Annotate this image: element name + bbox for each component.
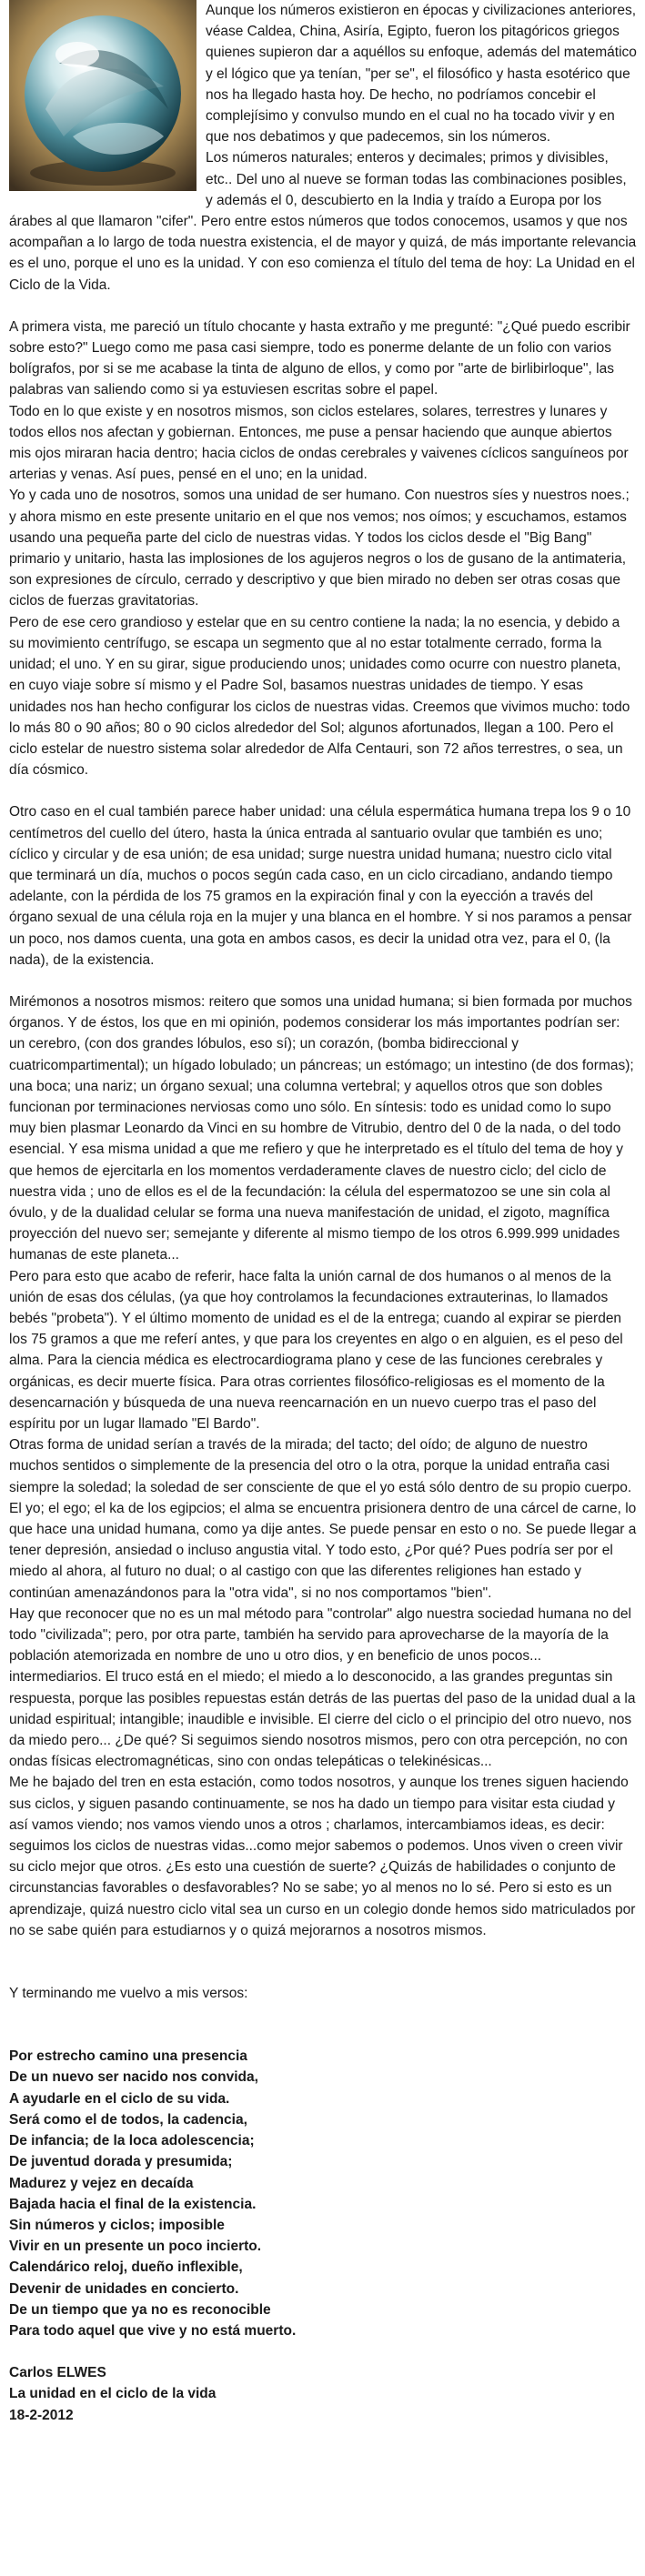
body-paragraph: A primera vista, me pareció un título chocante y hasta extraño y me pregunté: "¿Qué puedo escribir sobre esto?" Luego como me pasa casi siempre, todo es ponerme delante de un folio con varios bolígrafos, por si se me acabase la tinta de alguno de ellos, y como por "arte de birlibirloque", las palabras van saliendo como si ya estuviesen escritas sobre el papel.	[9, 318, 630, 398]
body-paragraph: Pero de ese cero grandioso y estelar que en su centro contiene la nada; la no esencia, y debido a su movimiento centrífugo, se escapa un segmento que al no estar totalmente cerrado, forma la unidad; el uno. Y en su girar, sigue produciendo unos; unidades como ocurre con nuestro planeta, en cuyo viaje sobre sí mismo y el Padre Sol, basamos nuestras unidades de tiempo. Y esas unidades nos han hecho configurar los ciclos de nuestras vidas. Creemos que vivimos mucho: todo lo más 80 o 90 años; 80 o 90 ciclos alrededor del Sol; algunos afortunados, llegan a 100. Pero el ciclo estelar de nuestro sistema solar alrededor de Alfa Centauri, son 72 años terrestres, o sea, un día cósmico.	[9, 614, 630, 779]
poem-line: A ayudarle en el ciclo de su vida.	[9, 2090, 230, 2107]
body-paragraph: Me he bajado del tren en esta estación, como todos nosotros, y aunque los trenes siguen haciendo sus ciclos, y siguen pasando continuamente, se nos ha dado un tiempo para visitar esta ciudad y así vamos viendo; nos vamos viendo unos a otros ; charlamos, intercambiamos ideas, es decir: seguimos los ciclos de nuestras vidas...como mejor sabemos o podemos. Unos viven o creen vivir su ciclo mejor que otros. ¿Es esto una cuestión de suerte? ¿Quizás de habilidades o conjunto de circunstancias favorables o desfavorables? No se sabe; yo al menos no lo sé. Pero si esto es un aprendizaje, quizá nuestro ciclo vital sea un curso en un colegio donde hemos sido matriculados por no se sabe quién para estudiarnos y o quizá mejorarnos a nosotros mismos.	[9, 1775, 636, 1938]
poem-line: De infancia; de la loca adolescencia;	[9, 2133, 255, 2149]
signature	[9, 2362, 637, 2426]
poem-line: Calendárico reloj, dueño inflexible,	[9, 2259, 243, 2276]
signature-title: La unidad en el ciclo de la vida	[9, 2386, 217, 2402]
body-paragraph: Pero para esto que acabo de referir, hace falta la unión carnal de dos humanos o al menos de la unión de esas dos células, (ya que hoy controlamos la fecundaciones extrauterinas, lo llamados bebés "probeta"). Y el último momento de unidad es el de la entrega; cuando al expirar se pierden los 75 gramos a que me referí antes, y que para los creyentes en algo o en alguien, es el peso del alma. Para la ciencia médica es electrocardiograma plano y cese de las funciones cerebrales y orgánicas, es decir muerte física. Para otras corrientes filosófico-religiosas es el momento de la desencarnación y búsqueda de una nueva reencarnación en un nuevo cuerpo tras el paso del espíritu por un lugar llamado "El Bardo".	[9, 1268, 623, 1432]
author-name: Carlos ELWES	[9, 2365, 106, 2381]
closing-line: Y terminando me vuelvo a mis versos:	[9, 1986, 248, 2002]
poem-line: Por estrecho camino una presencia	[9, 2048, 247, 2065]
body-paragraph: Mirémonos a nosotros mismos: reitero que somos una unidad humana; si bien formada por muchos órganos. Y de éstos, los que en mi opinión, podemos considerar los más importantes podrían ser: un cerebro, (con dos grandes lóbulos, eso sí); un corazón, (bomba bidireccional y cuatricompartimental); un hígado lobulado; un páncreas; un estómago; un intestino (de dos formas); una boca; una nariz; un órgano sexual; una columna vertebral; y aquellos otros que son dobles funcionan por terminaciones nerviosas como uno sólo. En síntesis: todo es unidad como lo supo muy bien plasmar Leonardo da Vinci en su hombre de Vitrubio, dentro del 0 de la nada, o del todo esencial. Y esa misma unidad a que me refiero y que he interpretado es el título del tema de hoy y que hemos de ejercitarla en los momentos verdaderamente claves de nuestro ciclo; del ciclo de nuestra vida ; uno de ellos es el de la fecundación: la célula del espermatozoo se une sin cola al óvulo, y de la dualidad celular se forma una nueva manifestación de unidad, el zigoto, magnífica proyección del nuevo ser; semejante y diferente al mismo tiempo de los otros 6.999.999 unidades humanas de este planeta...	[9, 993, 634, 1263]
marble-icon	[9, 0, 197, 191]
signature-date: 18-2-2012	[9, 2407, 74, 2423]
poem-line: De juventud dorada y presumida;	[9, 2154, 233, 2170]
poem-line: Vivir en un presente un poco incierto.	[9, 2239, 262, 2255]
poem-line: Madurez y vejez en decaída	[9, 2175, 194, 2191]
poem-line: Sin números y ciclos; imposible	[9, 2217, 225, 2233]
intro-paragraph: Aunque los números existieron en épocas y civilizaciones anteriores, véase Caldea, China, Asiría, Egipto, fueron los pitagóricos griegos quienes supieron dar a aquéllos su enfoque, además del matemático y el lógico que ya tenían, "per se", el filosófico y hasta esotérico que nos ha llegado hasta hoy. De hecho, no podríamos concebir el complejísimo y convulso mundo en el cual no ha tocado vivir y en que nos debatimos y que padecemos, sin los números.	[206, 3, 637, 146]
poem-line: De un nuevo ser nacido nos convida,	[9, 2069, 258, 2086]
article	[9, 0, 637, 2426]
poem-line: Bajada hacia el final de la existencia.	[9, 2196, 257, 2212]
poem-line: Para todo aquel que vive y no está muerto.	[9, 2322, 297, 2339]
marble-sphere-image	[9, 0, 197, 191]
body-paragraph: Otras forma de unidad serían a través de la mirada; del tacto; del oído; de alguno de nuestro muchos sentidos o simplemente de la presencia del otro o la otra, porque la unidad entraña casi siempre la soledad; la soledad de ser consciente de que el yo está sólo dentro de su propio cuerpo. El yo; el ego; el ka de los egipcios; el alma se encuentra prisionera dentro de una cárcel de carne, lo que hace una unidad humana, como ya dije antes. Se puede pensar en esto o no. Se puede llegar a tener depresión, ansiedad o incluso angustia vital. Y todo esto, ¿Por qué? Pues podría ser por el miedo al ahora, al futuro no dual; o al castigo con que las diferentes religiones han estado y continúan amenazándonos para la "otra vida", si no nos comportamos "bien".	[9, 1437, 637, 1601]
body-paragraph: Yo y cada uno de nosotros, somos una unidad de ser humano. Con nuestros síes y nuestros noes.; y ahora mismo en este presente unitario en el que nos vemos; nos oímos; y escuchamos, estamos usando una pequeña parte del ciclo de nuestras vidas. Y todos los ciclos desde el "Big Bang" primario y unitario, hasta las implosiones de los agujeros negros o los de gusano de la antimateria, son expresiones de círculo, cerrado y descriptivo y que bien mirado no deben ser otras cosas que ciclos de fuerzas gravitatorias.	[9, 488, 630, 609]
poem	[9, 2046, 637, 2341]
intro-paragraph: Los números naturales; enteros y decimales; primos y divisibles, etc.. Del uno al nueve se forman todas las combinaciones posibles, y además el 0, descubierto en la India y traído a Europa por los árabes al que llamaron "cifer". Pero entre estos números que todos conocemos, usamos y que nos acompañan a lo largo de toda nuestra existencia, el de mayor y quizá, de más importante relevancia es el uno, porque el uno es la unidad. Y con eso comienza el título del tema de hoy: La Unidad en el Ciclo de la Vida.	[9, 150, 637, 293]
poem-line: Será como el de todos, la cadencia,	[9, 2111, 247, 2128]
body-paragraph: Otro caso en el cual también parece haber unidad: una célula espermática humana trepa los 9 o 10 centímetros del cuello del útero, hasta la única entrada al santuario ovular que también es uno; cíclico y circular y de esa unión; de esa unidad; surge nuestra unidad humana; nuestro ciclo vital que terminará un día, muchos o pocos según cada caso, en un ciclo circadiano, andando tiempo adelante, con la pérdida de los 75 gramos en la expiración final y con la eyección a través del órgano sexual de una célula roja en la mujer y una blanca en el hombre. Y si nos paramos a pensar un poco, nos damos cuenta, una gota en ambos casos, es decir la unidad otra vez, para el 0, (la nada), de la existencia.	[9, 804, 632, 968]
poem-line: Devenir de unidades en concierto.	[9, 2280, 239, 2297]
poem-line: De un tiempo que ya no es reconocible	[9, 2301, 271, 2318]
body-paragraph: Hay que reconocer que no es un mal método para "controlar" algo nuestra sociedad humana no del todo "civilizada"; pero, por otra parte, también ha servido para aprovecharse de la mayoría de la población atemorizada en nombre de uno u otro dios, y en beneficio de unos pocos... intermediarios. El truco está en el miedo; el miedo a lo desconocido, a las grandes preguntas sin respuesta, porque las posibles repuestas están detrás de las puertas del paso de la unidad dual a la unidad espiritual; intangible; inaudible e invisible. El cierre del ciclo o el principio del otro nuevo, nos da miedo pero... ¿De qué? Si seguimos siendo nosotros mismos, pero con otra percepción, no con ondas físicas electromagnéticas, sino con ondas telepáticas o telekinésicas...	[9, 1605, 636, 1770]
body-paragraph: Todo en lo que existe y en nosotros mismos, son ciclos estelares, solares, terrestres y lunares y todos ellos nos afectan y gobiernan. Entonces, me puse a pensar haciendo que aunque abiertos mis ojos miraran hacia dentro; hacia ciclos de ondas cerebrales y vaivenes cíclicos sanguíneos por arterias y venas. Así pues, pensé en el uno; en la unidad.	[9, 403, 629, 483]
